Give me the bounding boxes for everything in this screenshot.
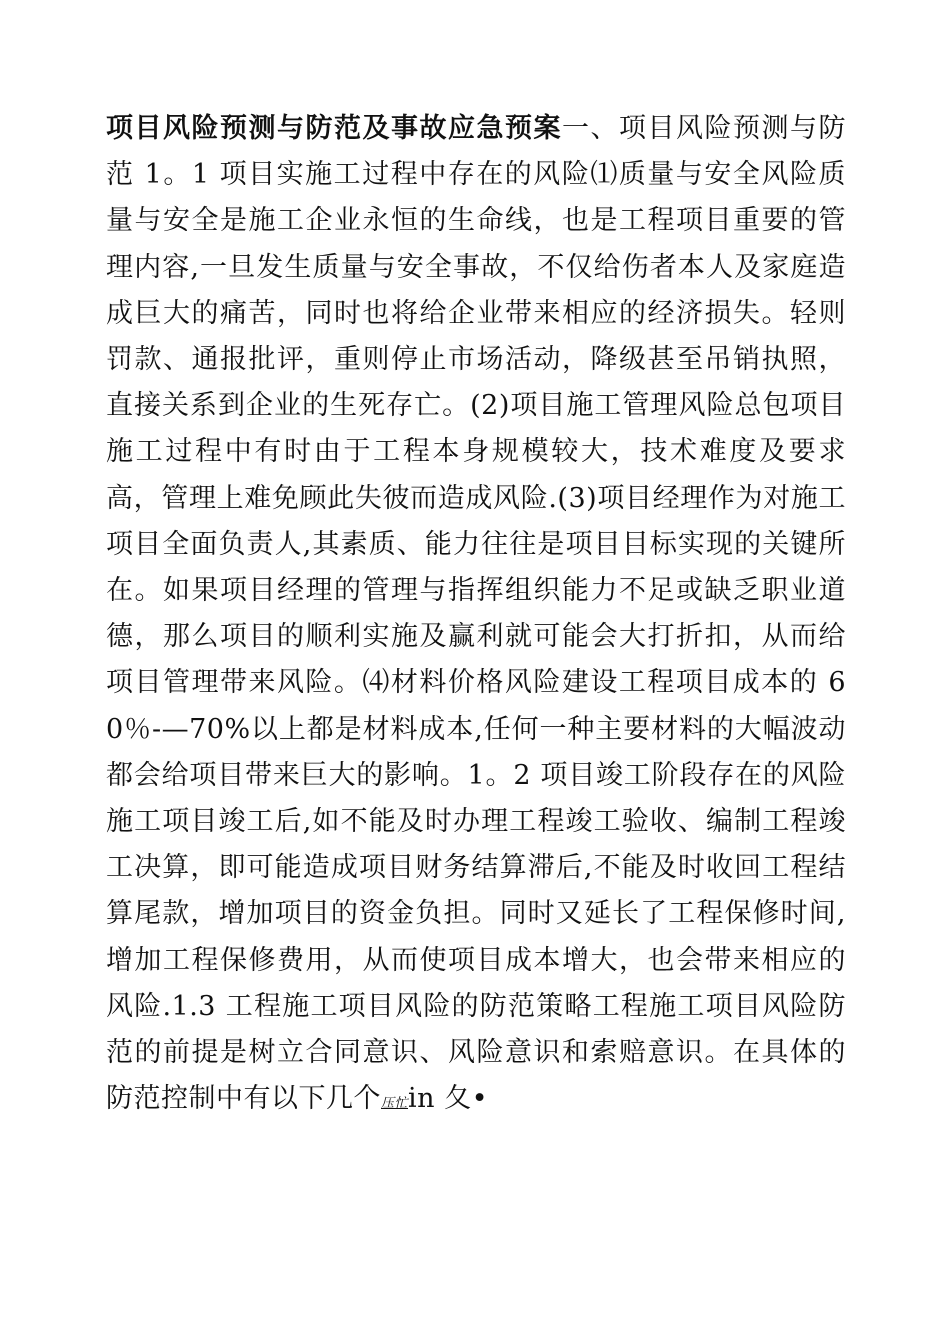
paragraph-tail: in 夂• bbox=[408, 1083, 489, 1115]
document-title: 项目风险预测与防范及事故应急预案 bbox=[106, 113, 562, 144]
document-paragraph bbox=[106, 106, 846, 1127]
garbled-glyph: 压忙 bbox=[381, 1096, 409, 1112]
paragraph-text: 一、项目风险预测与防范 1。1 项目实施工过程中存在的风险⑴质量与安全风险质量与安全是施工企业永恒的生命线，也是工程项目重要的管理内容,一旦发生质量与安全事故，不仅给伤者本人及家庭造成巨大的痛苦，同时也将给企业带来相应的经济损失。轻则罚款、通报批评，重则停止市场活动，降级甚至吊销执照，直接关系到企业的生死存亡。(2)项目施工管理风险总包项目施工过程中有时由于工程本身规模较大，技术难度及要求高，管理上难免顾此失彼而造成风险.(3)项目经理作为对施工项目全面负责人,其素质、能力往往是项目目标实现的关键所在。如果项目经理的管理与指挥组织能力不足或缺乏职业道德，那么项目的顺利实施及赢利就可能会大打折扣，从而给项目管理带来风险。⑷材料价格风险建设工程项目成本的 60％-—70%以上都是材料成本,任何一种主要材料的大幅波动都会给项目带来巨大的影响。1。2 项目竣工阶段存在的风险施工项目竣工后,如不能及时办理工程竣工验收、编制工程竣工决算，即可能造成项目财务结算滞后,不能及时收回工程结算尾款，增加项目的资金负担。同时又延长了工程保修时间,增加工程保修费用，从而使项目成本增大，也会带来相应的风险.1.3 工程施工项目风险的防范策略工程施工项目风险防范的前提是树立合同意识、风险意识和索赔意识。在具体的防范控制中有以下几个 bbox=[106, 113, 846, 1115]
